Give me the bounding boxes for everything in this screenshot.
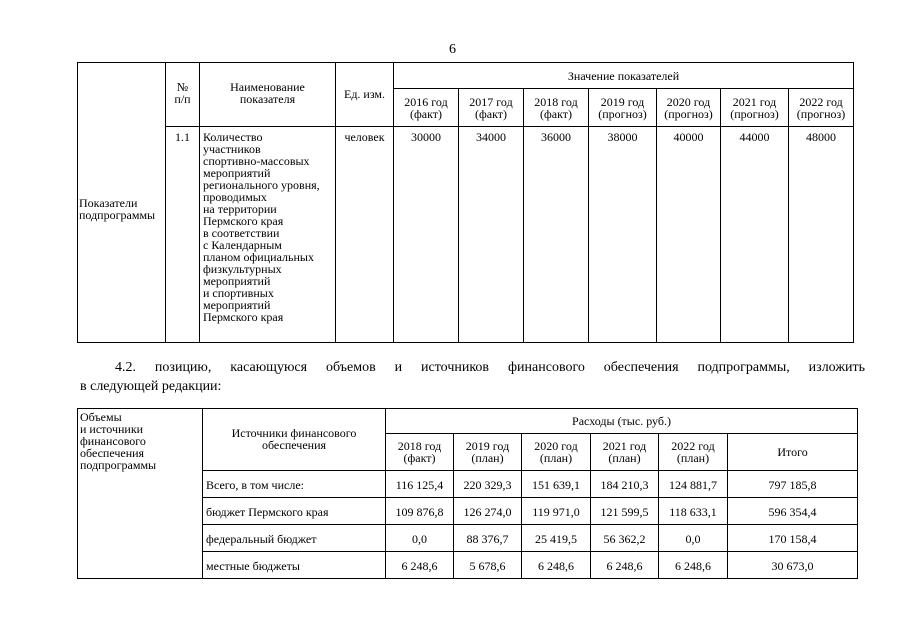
expense-value: 88 376,7: [454, 525, 522, 552]
header-year: 2020 год (прогноз): [657, 89, 721, 127]
header-expenses-group: Расходы (тыс. руб.): [386, 409, 858, 434]
header-values-group: Значение показателей: [394, 63, 854, 89]
source-label: бюджет Пермского края: [203, 498, 386, 525]
header-sources: Источники финансового обеспечения: [203, 409, 386, 471]
header-year: 2017 год (факт): [459, 89, 524, 127]
expense-value: 124 881,7: [659, 471, 728, 498]
header-year: 2022 год (план): [659, 434, 728, 471]
expense-total: 170 158,4: [728, 525, 858, 552]
header-year: 2019 год (план): [454, 434, 522, 471]
expense-total: 30 673,0: [728, 552, 858, 579]
row-num: 1.1: [166, 127, 200, 343]
header-year: 2022 год (прогноз): [789, 89, 854, 127]
expense-value: 25 419,5: [522, 525, 591, 552]
header-indicator-name: Наименование показателя: [200, 63, 336, 127]
indicator-unit: человек: [336, 127, 394, 343]
header-year: 2016 год (факт): [394, 89, 459, 127]
indicator-value: 30000: [394, 127, 459, 343]
expense-value: 118 633,1: [659, 498, 728, 525]
indicator-value: 40000: [657, 127, 721, 343]
financing-volumes-label: Объемы и источники финансового обеспечения подпрограммы: [78, 409, 203, 579]
expense-value: 5 678,6: [454, 552, 522, 579]
source-label: местные бюджеты: [203, 552, 386, 579]
financing-table: [77, 408, 858, 579]
expense-value: 119 971,0: [522, 498, 591, 525]
expense-value: 0,0: [386, 525, 454, 552]
expense-value: 56 362,2: [591, 525, 659, 552]
paragraph-line-2: в следующей редакции:: [80, 379, 222, 394]
subprogram-indicators-label: Показатели подпрограммы: [78, 63, 166, 343]
expense-value: 116 125,4: [386, 471, 454, 498]
header-year: 2019 год (прогноз): [589, 89, 657, 127]
indicator-value: 34000: [459, 127, 524, 343]
expense-value: 6 248,6: [386, 552, 454, 579]
header-total: Итого: [728, 434, 858, 471]
expense-value: 220 329,3: [454, 471, 522, 498]
header-num: № п/п: [166, 63, 200, 127]
header-year: 2020 год (план): [522, 434, 591, 471]
expense-value: 151 639,1: [522, 471, 591, 498]
expense-value: 6 248,6: [522, 552, 591, 579]
expense-value: 121 599,5: [591, 498, 659, 525]
expense-value: 109 876,8: [386, 498, 454, 525]
header-unit: Ед. изм.: [336, 63, 394, 127]
indicator-name: Количество участников спортивно-массовых мероприятий регионального уровня, проводимых на территории Пермского края в соответствии с Календарным планом официальных физкультурных мероприятий и спортивных мероприятий Пермского края: [200, 127, 336, 343]
indicator-value: 38000: [589, 127, 657, 343]
expense-total: 797 185,8: [728, 471, 858, 498]
page-number: 6: [449, 42, 456, 57]
indicator-value: 48000: [789, 127, 854, 343]
header-year: 2021 год (план): [591, 434, 659, 471]
indicator-value: 44000: [721, 127, 789, 343]
expense-value: 6 248,6: [591, 552, 659, 579]
expense-value: 126 274,0: [454, 498, 522, 525]
header-year: 2018 год (факт): [386, 434, 454, 471]
header-year: 2018 год (факт): [524, 89, 589, 127]
indicator-value: 36000: [524, 127, 589, 343]
header-year: 2021 год (прогноз): [721, 89, 789, 127]
indicators-table: [77, 62, 854, 343]
expense-value: 0,0: [659, 525, 728, 552]
source-label: федеральный бюджет: [203, 525, 386, 552]
source-label: Всего, в том числе:: [203, 471, 386, 498]
expense-value: 184 210,3: [591, 471, 659, 498]
expense-value: 6 248,6: [659, 552, 728, 579]
expense-total: 596 354,4: [728, 498, 858, 525]
paragraph-line-1: 4.2. позицию, касающуюся объемов и источников финансового обеспечения подпрограммы, изложить: [115, 360, 865, 375]
